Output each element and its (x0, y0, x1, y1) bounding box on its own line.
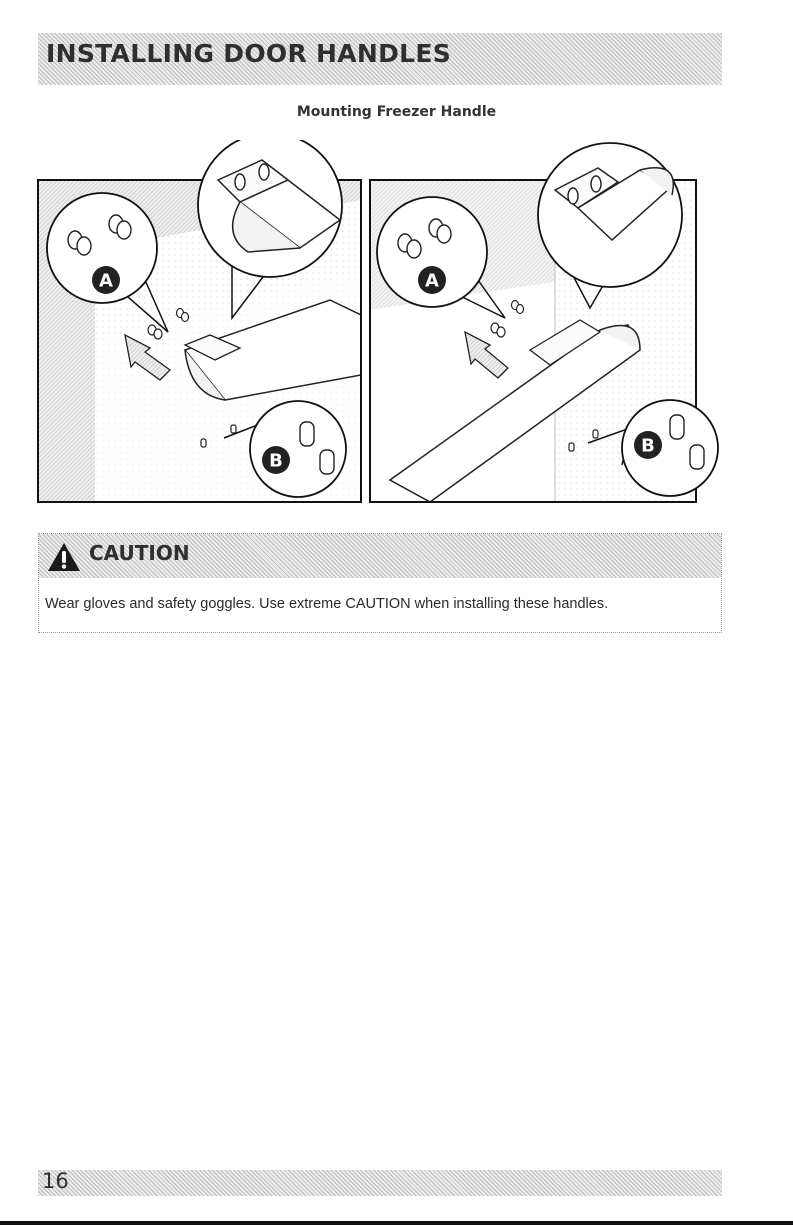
callout-a-label: A (99, 270, 113, 292)
caution-label: CAUTION (89, 541, 190, 565)
page-footer (38, 1170, 722, 1196)
warning-triangle-icon (47, 542, 81, 572)
left-panel (38, 140, 361, 502)
figure-title: Mounting Freezer Handle (296, 104, 497, 120)
caution-header (39, 534, 721, 578)
handle-mounting-illustration (0, 140, 793, 512)
caution-text: Wear gloves and safety goggles. Use extreme CAUTION when installing these handles. (45, 596, 609, 612)
page-title: INSTALLING DOOR HANDLES (46, 39, 452, 68)
page-number: 16 (42, 1169, 69, 1193)
callout-b-label-right: B (641, 435, 655, 457)
bottom-rule (0, 1221, 793, 1225)
page-header (38, 33, 722, 85)
caution-box (38, 533, 722, 633)
callout-b-label: B (269, 450, 283, 472)
right-panel (370, 143, 718, 502)
callout-a-label-right: A (425, 270, 439, 292)
